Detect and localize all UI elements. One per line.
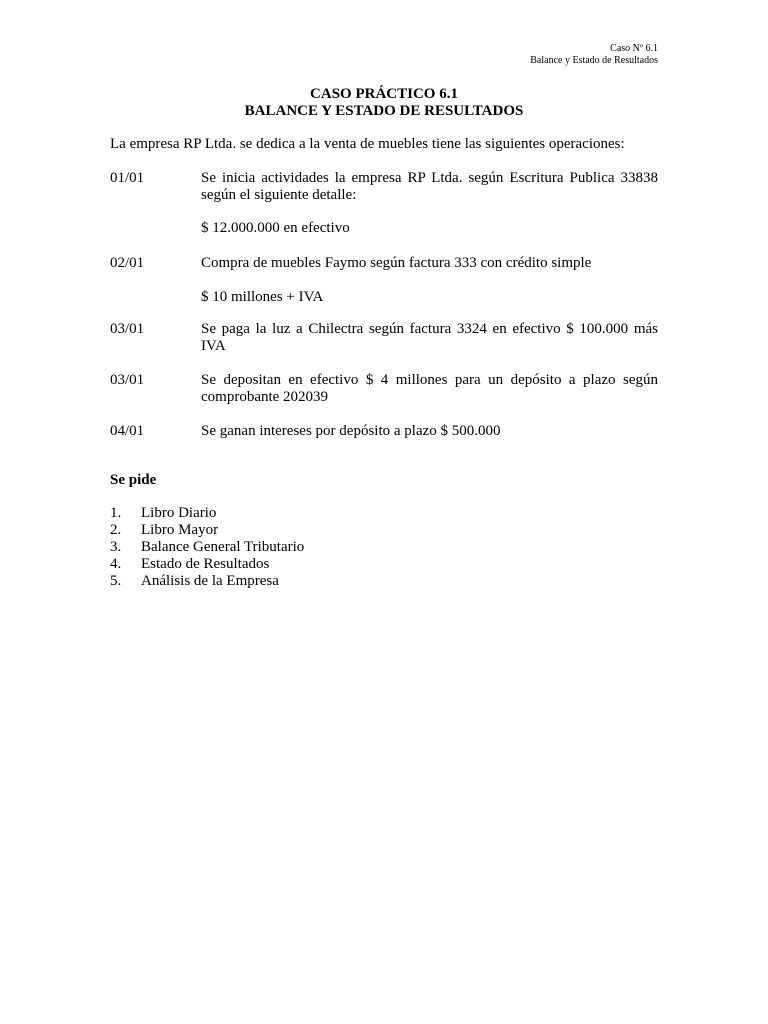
operation-date: 04/01 (110, 423, 145, 439)
operation-description: Se paga la luz a Chilectra según factura 3324 en efectivo $ 100.000 más IVA (201, 321, 658, 354)
list-item-number: 2. (110, 522, 122, 538)
operation-amount: $ 12.000.000 en efectivo (201, 220, 350, 236)
title-line-2: BALANCE Y ESTADO DE RESULTADOS (244, 103, 524, 119)
list-item-label: Análisis de la Empresa (141, 573, 279, 589)
list-item-number: 5. (110, 573, 122, 589)
list-item-label: Libro Diario (141, 505, 217, 521)
operation-description: Compra de muebles Faymo según factura 333 con crédito simple (201, 255, 592, 271)
operation-date: 02/01 (110, 255, 145, 271)
operation-date: 03/01 (110, 321, 145, 337)
header-case-number: Caso Nº 6.1 (610, 43, 658, 54)
list-item-number: 3. (110, 539, 122, 555)
list-item-label: Libro Mayor (141, 522, 219, 538)
requested-heading: Se pide (110, 472, 157, 488)
header-case-subtitle: Balance y Estado de Resultados (530, 55, 658, 66)
intro-paragraph: La empresa RP Ltda. se dedica a la venta de muebles tiene las siguientes operaciones: (110, 136, 625, 152)
page-header (530, 43, 658, 67)
operation-description: Se depositan en efectivo $ 4 millones para un depósito a plazo según comprobante 202039 (201, 372, 658, 405)
list-item-label: Balance General Tributario (141, 539, 305, 555)
operation-date: 03/01 (110, 372, 145, 388)
list-item-number: 4. (110, 556, 122, 572)
operation-amount: $ 10 millones + IVA (201, 289, 324, 305)
list-item-number: 1. (110, 505, 122, 521)
operation-description: Se ganan intereses por depósito a plazo $ 500.000 (201, 423, 501, 439)
document-title (110, 86, 658, 120)
title-line-1: CASO PRÁCTICO 6.1 (310, 86, 458, 102)
operation-description: Se inicia actividades la empresa RP Ltda. según Escritura Publica 33838 según el siguiente detalle: (201, 170, 658, 203)
operation-date: 01/01 (110, 170, 145, 186)
list-item-label: Estado de Resultados (141, 556, 270, 572)
